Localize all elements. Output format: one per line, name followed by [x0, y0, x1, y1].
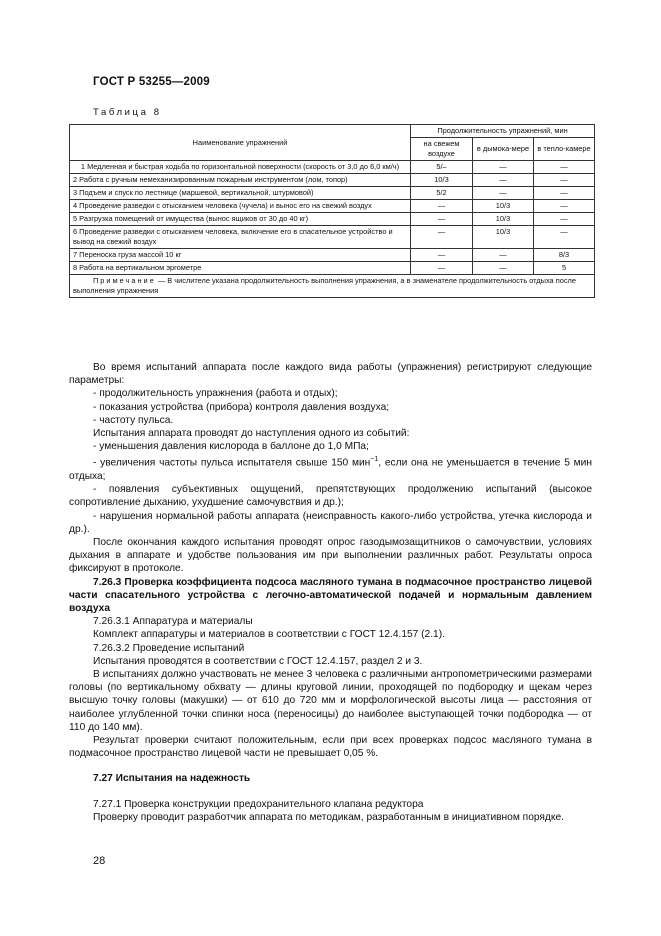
paragraph: - частоту пульса. [93, 414, 174, 426]
row-name: 1 Медленная и быстрая ходьба по горизонтальной поверхности (скорость от 3,0 до 6,0 км/ч) [70, 161, 411, 174]
note-text: — В числителе указана продолжительность выполнения упражнения, а в знаменателе продолжительность отдыха после выполнения упражнения [73, 276, 576, 295]
table-row [70, 226, 595, 249]
document-header: ГОСТ Р 53255—2009 [93, 76, 210, 88]
table-row [70, 187, 595, 200]
row-name: 7 Переноска груза массой 10 кг [70, 249, 411, 262]
page-number: 28 [93, 855, 106, 867]
paragraph: 7.26.3.2 Проведение испытаний [93, 642, 245, 654]
paragraph: Проверку проводит разработчик аппарата по методикам, разработанным в инициативном порядке. [93, 811, 564, 823]
paragraph: Испытания аппарата проводят до наступления одного из событий: [93, 428, 410, 440]
table-row [70, 249, 595, 262]
paragraph: Комплект аппаратуры и материалов в соответствии с ГОСТ 12.4.157 (2.1). [93, 629, 445, 641]
paragraph: - показания устройства (прибора) контроля давления воздуха; [93, 401, 390, 413]
cell-smoke: — [473, 174, 534, 187]
table-row [70, 161, 595, 174]
cell-smoke: 10/3 [473, 213, 534, 226]
table-row [70, 174, 595, 187]
row-name: 8 Работа на вертикальном эргометре [70, 262, 411, 275]
body-text [69, 361, 592, 824]
col-header-heat-chamber: в тепло-камере [534, 138, 595, 161]
cell-smoke: 10/3 [473, 200, 534, 213]
cell-heat: — [534, 174, 595, 187]
cell-fresh: 5/– [411, 161, 473, 174]
cell-heat: 5 [534, 262, 595, 275]
section-heading: 7.27 Испытания на надежность [93, 773, 251, 785]
row-name: 4 Проведение разведки с отысканием человека (чучела) и вынос его на свежий воздух [70, 200, 411, 213]
paragraph: 7.26.3.1 Аппаратура и материалы [93, 616, 253, 628]
row-name: 5 Разгрузка помещений от имущества (вынос ящиков от 30 до 40 кг) [70, 213, 411, 226]
cell-fresh: — [411, 213, 473, 226]
table-row [70, 200, 595, 213]
cell-fresh: — [411, 200, 473, 213]
paragraph: В испытаниях должно участвовать не менее 3 человека с различными антропометрическими размерами головы (по вертикальному обхвату — длины круговой линии, проходящей по подбородку и щекам через высшую точку головы (макушки) — от 610 до 720 мм и морфологической высоты лица — расстояния от наиболее углубленной точки спинки носа (переносицы) до наиболее выступающей точки подбородка — от 110 до 140 мм). [69, 669, 592, 733]
pulse-text: - увеличения частоты пульса испытателя свыше 150 мин [93, 457, 371, 469]
note-label: Примечание [93, 276, 156, 285]
paragraph: После окончания каждого испытания проводят опрос газодымозащитников о самочувствии, условиях дыхания в аппарате и удобстве пользования им при выполнении различных работ. Результаты опроса фиксируют в протоколе. [69, 537, 592, 575]
cell-smoke: — [473, 249, 534, 262]
cell-fresh: 10/3 [411, 174, 473, 187]
paragraph: Во время испытаний аппарата после каждого вида работы (упражнения) регистрируют следующие параметры: [69, 362, 592, 387]
paragraph: - продолжительность упражнения (работа и отдых); [93, 388, 338, 400]
cell-smoke: — [473, 262, 534, 275]
cell-heat: — [534, 200, 595, 213]
col-header-smoke-chamber: в дымока-мере [473, 138, 534, 161]
cell-smoke: — [473, 161, 534, 174]
table-note [70, 275, 595, 298]
pulse-text-end: , если она не уменьшается в течение 5 мин отдыха; [69, 457, 592, 483]
paragraph [69, 453, 592, 483]
paragraph: Результат проверки считают положительным, если при всех проверках подсос масляного тумана в подмасочное пространство лицевой части не превышает 0,05 %. [69, 735, 592, 760]
pulse-superscript: −1 [370, 456, 379, 464]
row-name: 3 Подъем и спуск по лестнице (маршевой, вертикальной, штурмовой) [70, 187, 411, 200]
col-header-fresh-air: на свежем воздухе [411, 138, 473, 161]
cell-smoke: — [473, 187, 534, 200]
cell-heat: — [534, 187, 595, 200]
cell-heat: — [534, 161, 595, 174]
row-name: 2 Работа с ручным немеханизированным пожарным инструментом (лом, топор) [70, 174, 411, 187]
section-heading: 7.26.3 Проверка коэффициента подсоса масляного тумана в подмасочное пространство лицевой части спасательного устройства с легочно-автоматической подачей и нормальным давлением воздуха [69, 576, 592, 615]
table-row [70, 262, 595, 275]
col-header-duration: Продолжительность упражнений, мин [411, 125, 595, 138]
cell-fresh: — [411, 226, 473, 249]
cell-heat: — [534, 226, 595, 249]
row-name: 6 Проведение разведки с отысканием человека, включение его в спасательное устройство и вывод на свежий воздух [70, 226, 411, 249]
exercise-table [69, 124, 595, 298]
col-header-exercise: Наименование упражнений [70, 125, 411, 161]
cell-smoke: 10/3 [473, 226, 534, 249]
cell-heat: — [534, 213, 595, 226]
cell-fresh: 5/2 [411, 187, 473, 200]
paragraph: 7.27.1 Проверка конструкции предохранительного клапана редуктора [93, 798, 424, 810]
paragraph: - нарушения нормальной работы аппарата (неисправность какого-либо устройства, утечка кислорода и др.). [69, 510, 592, 535]
table-row [70, 213, 595, 226]
table-note-row [70, 275, 595, 298]
table-caption: Таблица 8 [93, 107, 162, 118]
cell-fresh: — [411, 262, 473, 275]
paragraph: - уменьшения давления кислорода в баллоне до 1,0 МПа; [93, 441, 369, 453]
cell-fresh: — [411, 249, 473, 262]
paragraph: Испытания проводятся в соответствии с ГОСТ 12.4.157, раздел 2 и 3. [93, 655, 423, 667]
paragraph: - появления субъективных ощущений, препятствующих продолжению испытаний (высокое сопротивление дыханию, ухудшение самочувствия и др.); [69, 484, 592, 509]
cell-heat: 8/3 [534, 249, 595, 262]
